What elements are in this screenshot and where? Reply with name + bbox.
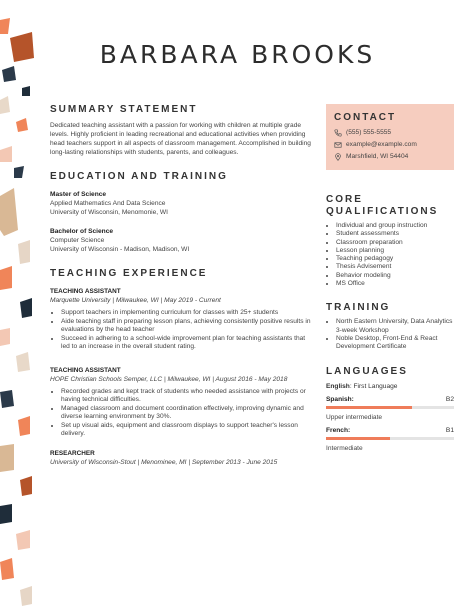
school: University of Wisconsin - Madison, Madison, WI	[50, 246, 190, 253]
contact-email	[334, 140, 446, 149]
email-address: example@example.com	[346, 141, 417, 148]
list-item: • Recorded grades and kept track of students who needed assistance with projects or having technical difficulties.	[61, 388, 312, 405]
education-heading: EDUCATION AND TRAINING	[50, 171, 228, 182]
email-icon	[334, 141, 342, 149]
first-language-label: English	[326, 382, 350, 390]
experience-section	[50, 268, 312, 467]
list-item: • Lesson planning	[336, 247, 454, 255]
language-proficiency-bar	[326, 406, 454, 409]
list-item: • Classroom preparation	[336, 239, 454, 247]
job-bullets	[50, 388, 312, 439]
field-of-study: Applied Mathematics And Data Science	[50, 200, 166, 207]
language-level-text: Upper intermediate	[326, 413, 383, 421]
decor-shape	[16, 352, 30, 372]
first-language-value: : First Language	[349, 382, 398, 390]
list-item: • MS Office	[336, 280, 454, 288]
job-title: TEACHING ASSISTANT	[50, 366, 121, 374]
language-proficiency-fill	[326, 437, 390, 440]
decor-shape	[0, 558, 14, 580]
language-row	[326, 395, 454, 404]
job-entry	[50, 366, 312, 439]
education-section	[50, 171, 312, 254]
decor-shape	[0, 444, 14, 472]
list-item: • Behavior modeling	[336, 272, 454, 280]
language-level-text: Intermediate	[326, 444, 363, 452]
first-language	[326, 382, 454, 391]
job-entry	[50, 287, 312, 352]
decor-shape	[0, 188, 18, 236]
contact-heading: CONTACT	[334, 112, 397, 123]
language-name: Spanish:	[326, 395, 354, 403]
contact-location	[334, 152, 446, 161]
decor-shape	[18, 416, 30, 436]
decor-shape	[16, 118, 28, 132]
list-item: • Individual and group instruction	[336, 222, 454, 230]
contact-phone	[334, 128, 446, 137]
decor-shape	[20, 586, 32, 606]
decor-shape	[0, 390, 14, 408]
language-name: French:	[326, 426, 351, 434]
language-level-code: B2	[445, 395, 454, 403]
degree: Bachelor of Science	[50, 228, 114, 235]
main-column	[50, 104, 312, 479]
candidate-name: BARBARA BROOKS	[99, 40, 376, 69]
education-entry	[50, 227, 312, 254]
summary-section	[50, 104, 312, 157]
decor-shape	[20, 476, 32, 496]
language-row	[326, 426, 454, 435]
job-meta: HOPE Christian Schools Semper, LLC | Milwaukee, WI | August 2016 - May 2018	[50, 375, 288, 383]
list-item: • Support teachers in implementing curriculum for classes with 25+ students	[61, 309, 312, 318]
job-entry	[50, 449, 312, 467]
list-item: • Teaching pedagogy	[336, 255, 454, 263]
list-item: • Noble Desktop, Front-End & React Development Certificate	[336, 335, 454, 352]
language-level-code: B1	[445, 426, 454, 434]
qualifications-heading-line1: CORE	[326, 194, 363, 205]
decor-shape	[20, 298, 32, 318]
list-item: • Aide teaching staff in preparing lesson plans, achieving consistently positive results in evaluations by the head teacher	[61, 318, 312, 335]
decor-shape	[0, 504, 12, 524]
training-heading: TRAINING	[326, 302, 391, 314]
training-list	[326, 318, 454, 351]
school: University of Wisconsin, Menomonie, WI	[50, 209, 168, 216]
decor-shape	[14, 166, 24, 178]
degree: Master of Science	[50, 191, 107, 198]
decor-shape	[0, 18, 10, 34]
decor-shape	[0, 328, 10, 346]
job-title: TEACHING ASSISTANT	[50, 288, 121, 295]
list-item: • Managed classroom and document coordination effectively, improving dynamic and diverse learning environment by 30%.	[61, 405, 312, 422]
education-entry	[50, 190, 312, 217]
summary-heading: SUMMARY STATEMENT	[50, 104, 198, 115]
qualifications-section	[326, 194, 454, 288]
field-of-study: Computer Science	[50, 237, 105, 244]
summary-text: Dedicated teaching assistant with a passion for working with children at multiple grade levels. Highly proficient in leading recreational and educational activities when providing head teachers support in all aspects of classroom management. Accomplished in building long-lasting relationships with students, parents, and colleagues.	[50, 122, 311, 156]
language-proficiency-fill	[326, 406, 412, 409]
decor-shape	[0, 266, 12, 290]
qualifications-heading-line2: QUALIFICATIONS	[326, 206, 439, 217]
list-item: • Succeed in adhering to a school-wide improvement plan for teaching assistants that led to an increase in the overall student rating.	[61, 335, 312, 352]
decor-shape	[0, 96, 10, 114]
qualifications-list	[326, 222, 454, 288]
phone-icon	[334, 129, 342, 137]
phone-number: (555) 555-5555	[346, 129, 392, 136]
decor-shape	[16, 530, 30, 550]
location-pin-icon	[334, 153, 342, 161]
job-meta: Marquette University | Milwaukee, WI | May 2019 - Current	[50, 297, 221, 304]
experience-heading: TEACHING EXPERIENCE	[50, 268, 208, 279]
location: Marshfield, WI 54404	[346, 153, 409, 160]
list-item: • North Eastern University, Data Analytics 3-week Workshop	[336, 318, 454, 335]
language-proficiency-bar	[326, 437, 454, 440]
list-item: • Set up visual aids, equipment and classroom displays to support teacher's lesson delivery.	[61, 422, 312, 439]
terrazzo-decoration	[0, 0, 40, 615]
training-section	[326, 302, 454, 351]
contact-box	[326, 104, 454, 170]
decor-shape	[22, 86, 30, 96]
decor-shape	[18, 240, 30, 264]
side-column	[326, 104, 454, 453]
list-item: • Thesis Advisement	[336, 263, 454, 271]
job-title: RESEARCHER	[50, 449, 95, 457]
languages-section	[326, 366, 454, 453]
languages-heading: LANGUAGES	[326, 365, 408, 377]
job-meta: University of Wisconsin-Stout | Menominee, MI | September 2013 - June 2015	[50, 458, 278, 466]
list-item: • Student assessments	[336, 230, 454, 238]
decor-shape	[0, 146, 12, 162]
job-bullets	[50, 309, 312, 352]
